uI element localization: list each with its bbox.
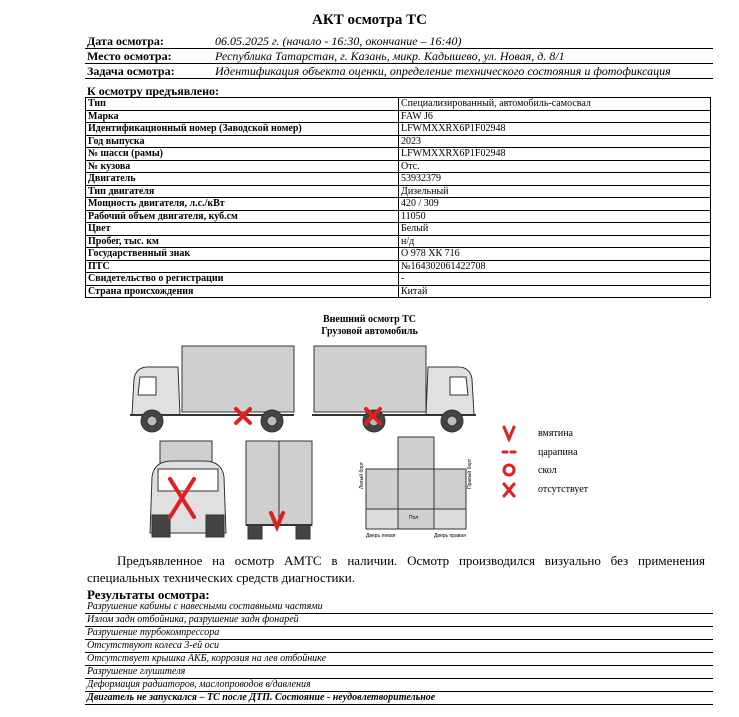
spec-row [86,185,711,198]
header-label: Задача осмотра: [87,64,175,78]
spec-value: №164302061422708 [399,260,711,273]
result-row [85,601,713,614]
spec-value: FAW J6 [399,110,711,123]
spec-label: № кузова [86,160,399,173]
legend-label-chip: скол [538,465,557,476]
spec-label: Тип [86,98,399,111]
spec-value: LFWMXXRX6P1F02948 [399,148,711,161]
result-row [85,614,713,627]
result-text: Разрушение глушителя [87,666,186,677]
spec-value: Специализированный, автомобиль-самосвал [399,98,711,111]
spec-row [86,260,711,273]
result-text: Разрушение кабины с навесными составными частями [87,601,323,612]
result-text: Излом задн отбойника, разрушение задн фонарей [87,614,299,625]
spec-label: № шасси (рамы) [86,148,399,161]
header-label: Место осмотра: [87,49,172,63]
inspection-subtitle: Грузовой автомобиль [321,326,418,337]
result-row [85,653,713,666]
header-row-place [85,49,713,64]
inspection-paragraph: Предъявленное на осмотр АМТС в наличии. Осмотр производился визуально без применения специальных технических средств диагностики. [87,553,705,585]
spec-value: LFWMXXRX6P1F02948 [399,123,711,136]
result-row [85,640,713,653]
spec-label: Цвет [86,223,399,236]
spec-row [86,285,711,298]
spec-value: 53932379 [399,173,711,186]
spec-row [86,248,711,261]
spec-row [86,198,711,211]
spec-row [86,135,711,148]
header-row-task [85,64,713,79]
spec-label: Пробег, тыс. км [86,235,399,248]
spec-value: н/д [399,235,711,248]
spec-value: 11050 [399,210,711,223]
legend-label-scratch: царапина [538,447,578,458]
spec-label: Рабочий объем двигателя, куб.см [86,210,399,223]
spec-label: Страна происхождения [86,285,399,298]
result-text: Отсутствует крышка АКБ, коррозия на лев отбойнике [87,653,327,664]
diagram-label-door-right: Дверь правая [434,533,466,539]
header-value: Республика Татарстан, г. Казань, микр. Кадышево, ул. Новая, д. 8/1 [215,49,565,63]
spec-row [86,173,711,186]
spec-value: 420 / 309 [399,198,711,211]
result-text: Отсутствуют колеса 3-ей оси [87,640,220,651]
header-row-date [85,34,713,49]
results-heading: Результаты осмотра: [87,587,210,602]
result-row [85,627,713,640]
spec-row [86,110,711,123]
spec-label: Мощность двигателя, л.с./кВт [86,198,399,211]
spec-row [86,98,711,111]
diagram-label-floor: Пол [409,515,419,521]
legend-symbols [500,422,520,502]
diagram-label-door-left: Дверь левая [366,533,396,539]
diagram-label-left-side: Левый борт [359,461,365,489]
result-row [85,692,713,705]
spec-label: Двигатель [86,173,399,186]
chip-icon [504,465,514,475]
spec-label: Тип двигателя [86,185,399,198]
document-title: АКТ осмотра ТС [312,12,427,28]
spec-value: - [399,273,711,286]
spec-label: Марка [86,110,399,123]
header-value: Идентификация объекта оценки, определение технического состояния и фотофиксация [215,64,671,78]
spec-row [86,123,711,136]
spec-value: Отс. [399,160,711,173]
spec-label: Идентификационный номер (Заводской номер) [86,123,399,136]
diagram-label-right-side: Правый борт [467,458,473,489]
truck-damage-diagram [122,337,484,544]
header-value: 06.05.2025 г. (начало - 16:30, окончание – 16:40) [215,34,462,48]
spec-value: Белый [399,223,711,236]
result-text: Разрушение турбокомпрессора [87,627,220,638]
spec-value: 2023 [399,135,711,148]
dent-icon [504,427,514,439]
legend-label-missing: отсутствует [538,484,589,495]
legend-label-dent: вмятина [538,428,573,439]
spec-row [86,160,711,173]
spec-row [86,210,711,223]
result-row [85,679,713,692]
spec-row [86,148,711,161]
specs-table [85,97,711,298]
spec-label: Свидетельство о регистрации [86,273,399,286]
spec-row [86,273,711,286]
spec-value: О 978 ХК 716 [399,248,711,261]
inspection-title: Внешний осмотр ТС [322,314,417,325]
header-label: Дата осмотра: [87,34,164,48]
spec-label: ПТС [86,260,399,273]
presented-heading: К осмотру предъявлено: [87,84,220,98]
spec-row [86,223,711,236]
spec-value: Дизельный [399,185,711,198]
spec-label: Год выпуска [86,135,399,148]
result-text: Двигатель не запускался – ТС после ДТП. Состояние - неудовлетворительное [87,692,436,703]
spec-label: Государственный знак [86,248,399,261]
result-text: Деформация радиаторов, маслопроводов в/давления [87,679,311,690]
spec-row [86,235,711,248]
damage-legend [500,422,620,502]
spec-value: Китай [399,285,711,298]
result-row [85,666,713,679]
